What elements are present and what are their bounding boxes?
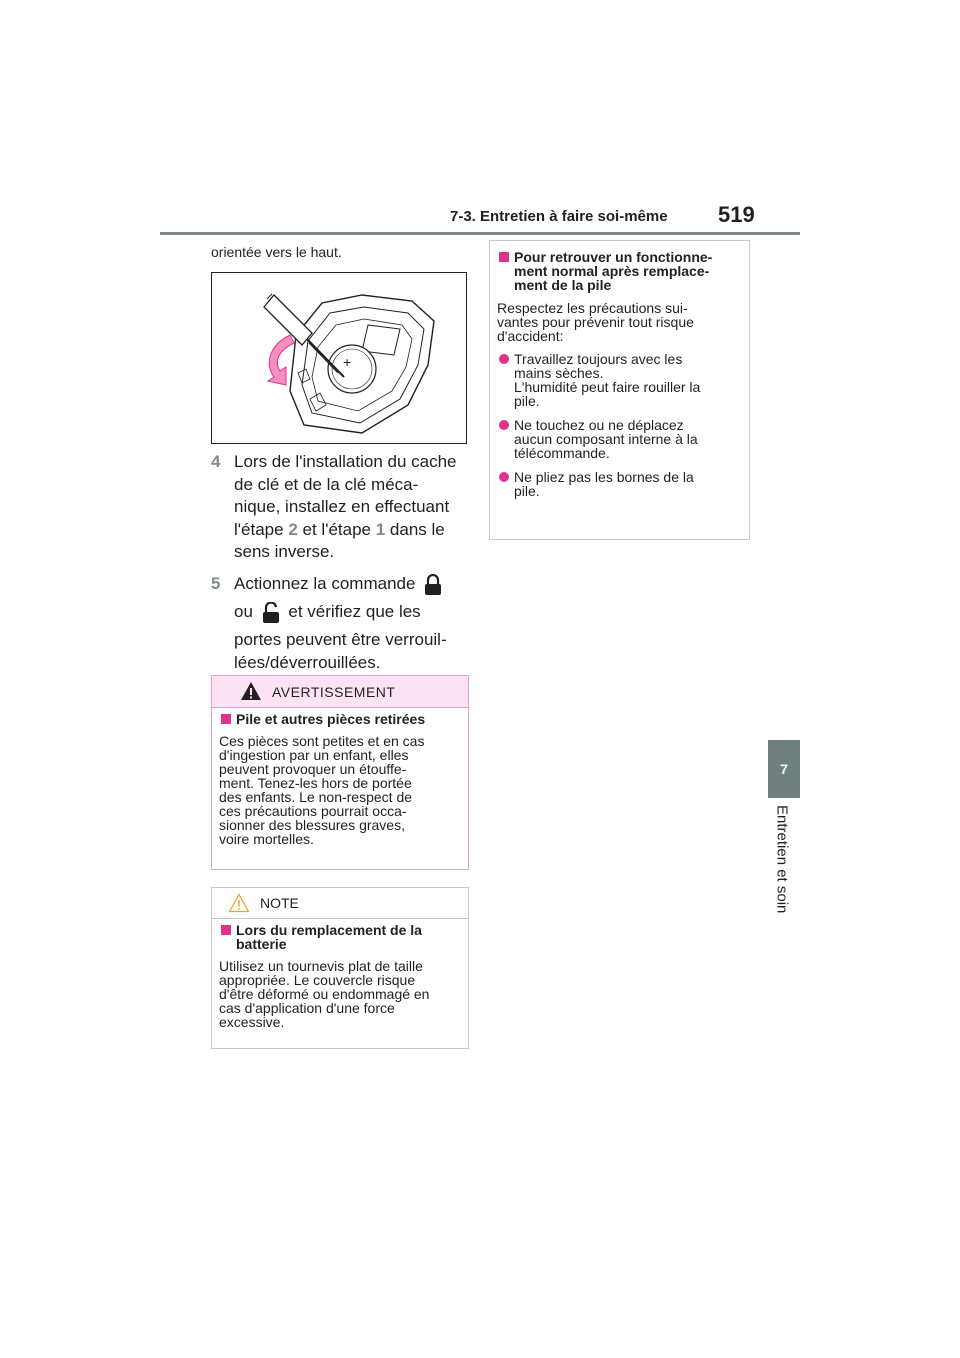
info-heading-line: Pour retrouver un fonctionne-	[514, 249, 713, 265]
section-title: 7-3. Entretien à faire soi-même	[450, 208, 668, 225]
step-text-part: et l'étape	[302, 519, 371, 539]
warning-line: sionner des blessures graves,	[219, 817, 405, 833]
info-intro-line: vantes pour prévenir tout risque	[497, 314, 694, 330]
bullet-line: L'humidité peut faire rouiller la	[514, 379, 701, 395]
warning-header	[212, 676, 468, 708]
note-title: NOTE	[260, 895, 299, 911]
bullet-line: Ne pliez pas les bornes de la	[514, 469, 694, 485]
note-line: d'être déformé ou endommagé en	[219, 986, 430, 1002]
step-line: de clé et de la clé méca-	[234, 474, 419, 494]
step-ref: 2	[288, 519, 298, 539]
caution-triangle-icon	[228, 893, 250, 913]
info-bullet	[497, 470, 742, 498]
step-text-part: et vérifiez que les	[288, 602, 421, 621]
note-heading-line: batterie	[236, 936, 287, 952]
key-battery-illustration	[211, 272, 467, 444]
info-intro-line: Respectez les précautions sui-	[497, 300, 688, 316]
step-line	[234, 519, 472, 542]
circle-bullet-icon	[499, 354, 509, 364]
step-text-part: ou	[234, 602, 253, 621]
warning-heading	[219, 712, 461, 726]
note-line: appropriée. Le couvercle risque	[219, 972, 416, 988]
info-heading-line: ment normal après remplace-	[514, 263, 710, 279]
note-line: Utilisez un tournevis plat de taille	[219, 958, 423, 974]
step-text-part: dans le	[389, 519, 445, 539]
bullet-line: aucun composant interne à la	[514, 431, 698, 447]
chapter-label	[770, 805, 794, 935]
info-heading	[497, 250, 742, 292]
step-line	[234, 573, 472, 601]
svg-text:+: +	[343, 354, 352, 370]
note-heading-line: Lors du remplacement de la	[236, 922, 422, 938]
step-line: lées/déverrouillées.	[234, 652, 381, 672]
step-number: 4	[211, 452, 221, 471]
bullet-line: mains sèches.	[514, 365, 604, 381]
circle-bullet-icon	[499, 472, 509, 482]
note-box	[211, 887, 469, 1049]
step-text	[234, 573, 472, 674]
page-number: 519	[718, 202, 755, 227]
screwdriver-illustration	[212, 273, 468, 445]
step-number: 5	[211, 574, 221, 593]
bullet-line: pile.	[514, 483, 540, 499]
square-bullet-icon	[221, 714, 231, 724]
lock-icon	[424, 574, 442, 596]
info-heading-line: ment de la pile	[514, 277, 612, 293]
step-ref: 1	[375, 519, 386, 539]
warning-title: AVERTISSEMENT	[272, 684, 396, 700]
warning-body	[219, 734, 461, 846]
note-header	[212, 888, 468, 919]
warning-triangle-icon	[240, 681, 262, 701]
chapter-tab: 7	[768, 740, 800, 798]
step-text-part: Actionnez la commande	[234, 574, 416, 593]
info-intro	[497, 301, 742, 343]
warning-line: voire mortelles.	[219, 831, 314, 847]
unlock-icon	[262, 602, 280, 624]
square-bullet-icon	[221, 925, 231, 935]
warning-heading-text: Pile et autres pièces retirées	[236, 711, 426, 727]
step-line: sens inverse.	[234, 542, 335, 561]
warning-line: peuvent provoquer un étouffe-	[219, 761, 407, 777]
battery-replacement-info-box	[489, 240, 750, 540]
note-line: excessive.	[219, 1014, 285, 1030]
note-line: cas d'application d'une force	[219, 1000, 395, 1016]
step-line: portes peuvent être verrouil-	[234, 630, 447, 649]
warning-line: ces précautions pourrait occa-	[219, 803, 407, 819]
header-rule	[160, 232, 800, 235]
bullet-line: pile.	[514, 393, 540, 409]
note-heading	[219, 923, 461, 951]
square-bullet-icon	[499, 252, 509, 262]
step-line: Lors de l'installation du cache	[234, 452, 457, 471]
intro-text: orientée vers le haut.	[211, 244, 342, 260]
info-intro-line: d'accident:	[497, 328, 564, 344]
bullet-line: Travaillez toujours avec les	[514, 351, 683, 367]
warning-box	[211, 675, 469, 870]
step-line	[234, 601, 472, 629]
warning-line: ment. Tenez-les hors de portée	[219, 775, 412, 791]
info-bullet	[497, 418, 742, 460]
warning-line: des enfants. Le non-respect de	[219, 789, 413, 805]
bullet-line: Ne touchez ou ne déplacez	[514, 417, 684, 433]
step-line: nique, installez en effectuant	[234, 497, 450, 516]
bullet-line: télécommande.	[514, 445, 610, 461]
circle-bullet-icon	[499, 420, 509, 430]
chapter-label-text: Entretien et soin	[773, 805, 791, 914]
step-text-part: l'étape	[234, 519, 284, 539]
info-bullet	[497, 352, 742, 408]
step-text	[234, 451, 472, 564]
warning-line: Ces pièces sont petites et en cas	[219, 733, 425, 749]
warning-line: d'ingestion par un enfant, elles	[219, 747, 409, 763]
note-body	[219, 959, 461, 1029]
